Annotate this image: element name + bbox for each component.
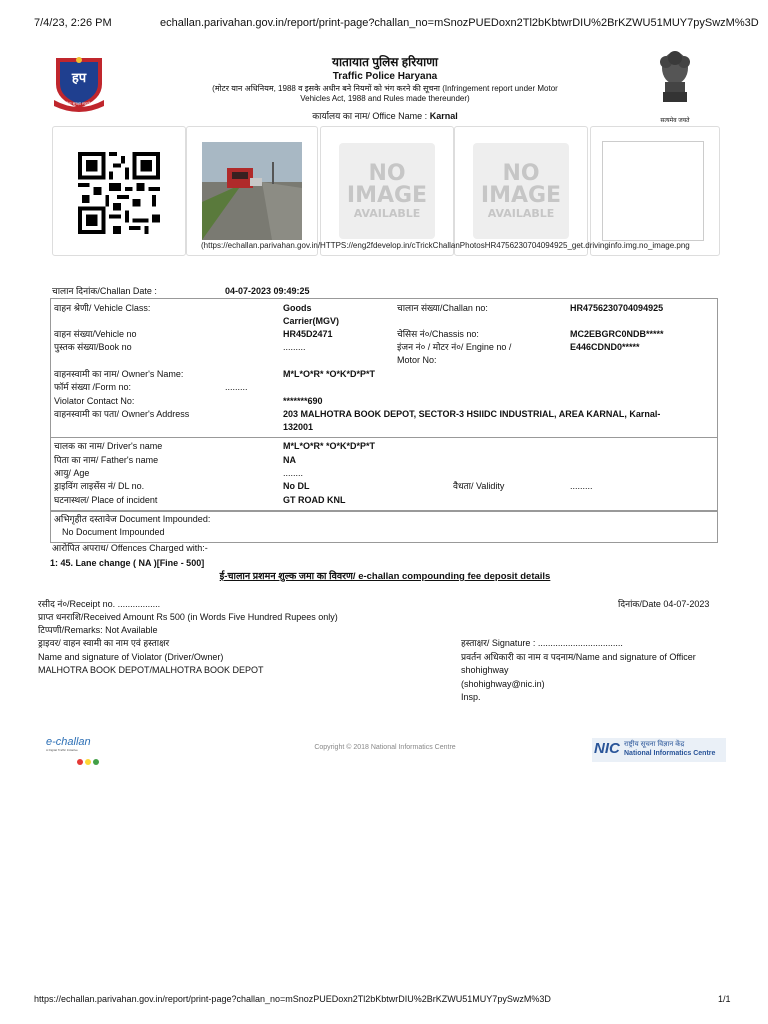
chassis-value: MC2EBGRC0NDB*****	[570, 329, 664, 339]
no-image-tile-1	[320, 126, 454, 256]
print-url: echallan.parivahan.gov.in/report/print-page?challan_no=mSnozPUEDoxn2Tl2bKbtwrDIU%2BrKZWU51MUY7pySwzM%3D	[160, 17, 759, 29]
title-english: Traffic Police Haryana	[332, 71, 438, 82]
echallan-tagline: A Digital Traffic Initiative	[46, 748, 78, 752]
no-image-tile-2	[454, 126, 588, 256]
offences-label: आरोपित अपराध/ Offences Charged with:-	[52, 543, 208, 553]
received-amount: प्राप्त धनराशि/Received Amount Rs 500 (in Words Five Hundred Rupees only)	[38, 612, 338, 622]
age-label: आयु/ Age	[54, 468, 90, 478]
logo-motto: सेवा सुरक्षा सहयोग	[65, 101, 93, 106]
driver-name-label: चालक का नाम/ Driver's name	[54, 441, 163, 451]
emblem-motto: सत्यमेव जयते	[660, 118, 690, 124]
vehicle-no-value: HR45D2471	[283, 329, 333, 339]
violator-signature-label: Name and signature of Violator (Driver/Owner)	[38, 652, 224, 662]
haryana-police-logo	[48, 54, 110, 112]
officer-name: shohighway	[461, 665, 509, 675]
nic-english: National Informatics Centre	[624, 750, 716, 757]
form-no-value: .........	[225, 382, 248, 392]
engine-label-2: Motor No:	[397, 355, 437, 365]
echallan-logo-text: e-challan	[46, 736, 91, 748]
validity-value: .........	[570, 481, 593, 491]
engine-value: E446CDND0*****	[570, 342, 640, 352]
form-no-label: फॉर्म संख्या /Form no:	[54, 382, 132, 392]
logo-text: हप	[71, 70, 87, 85]
book-no-label: पुस्तक संख्या/Book no	[54, 342, 132, 352]
vehicle-class-value-1: Goods	[283, 303, 312, 313]
officer-email: (shohighway@nic.in)	[461, 679, 545, 689]
no-image-placeholder: NO IMAGE AVAILABLE	[473, 143, 569, 239]
engine-label: इंजन नं० / मोटर नं०/ Engine no /	[397, 342, 512, 352]
print-footer-url: https://echallan.parivahan.gov.in/report/print-page?challan_no=mSnozPUEDoxn2Tl2bKbtwrDIU%2BrKZWU51MUY7pySwzM%3D	[34, 994, 551, 1004]
validity-label: वैधता/ Validity	[453, 481, 505, 491]
challan-no-label: चालान संख्या/Challan no:	[397, 303, 488, 313]
vehicle-photo-tile	[186, 126, 318, 256]
title-subtitle-2: Vehicles Act, 1988 and Rules made thereunder)	[300, 94, 470, 103]
image-captions: (https://echallan.parivahan.gov.in/HTTPS://eng2fdevelop.in/cTrickChallanPhotosHR4756230704094925_get.drivinginfo.img.no_image.png	[201, 241, 690, 250]
age-value: ........	[283, 468, 304, 478]
office-name: कार्यालय का नाम/ Office Name : Karnal	[312, 111, 458, 121]
challan-date-value: 04-07-2023 09:49:25	[225, 286, 310, 296]
deposit-date: दिनांक/Date 04-07-2023	[618, 599, 710, 609]
father-name-value: NA	[283, 455, 296, 465]
vehicle-class-label: वाहन श्रेणी/ Vehicle Class:	[54, 303, 151, 313]
title-hindi: यातायात पुलिस हरियाणा	[331, 55, 438, 69]
place-value: GT ROAD KNL	[283, 495, 346, 505]
remarks: टिप्पणी/Remarks: Not Available	[38, 625, 158, 635]
place-label: घटनास्थल/ Place of incident	[54, 495, 158, 505]
print-timestamp: 7/4/23, 2:26 PM	[34, 17, 112, 29]
father-name-label: पिता का नाम/ Father's name	[54, 455, 159, 465]
qr-code-tile	[52, 126, 186, 256]
echallan-logo	[46, 736, 116, 768]
challan-no-value: HR4756230704094925	[570, 303, 664, 313]
owner-name-label: वाहनस्वामी का नाम/ Owner's Name:	[54, 369, 184, 379]
no-image-placeholder: NO IMAGE AVAILABLE	[339, 143, 435, 239]
vehicle-photo	[202, 142, 302, 240]
deposit-heading: ई-चालान प्रशमन शुल्क जमा का विवरण/ e-challan compounding fee deposit details	[219, 571, 551, 582]
dl-value: No DL	[283, 481, 310, 491]
contact-label: Violator Contact No:	[54, 396, 135, 406]
address-value-1: 203 MALHOTRA BOOK DEPOT, SECTOR-3 HSIIDC INDUSTRIAL, AREA KARNAL, Karnal-	[283, 409, 661, 419]
impounded-value: No Document Impounded	[62, 527, 165, 537]
challan-date-label: चालान दिनांक/Challan Date :	[52, 286, 157, 296]
office-value: Karnal	[429, 111, 458, 121]
vehicle-no-label: वाहन संख्या/Vehicle no	[54, 329, 137, 339]
impounded-label: अभिगृहीत दस्तावेज Document Impounded:	[54, 514, 211, 524]
broken-image-icon	[602, 141, 704, 241]
print-page-number: 1/1	[718, 994, 731, 1004]
broken-image-tile	[590, 126, 720, 256]
signature-line: हस्ताक्षर/ Signature : ..................................	[461, 638, 623, 648]
national-emblem	[650, 46, 700, 126]
contact-value: *******690	[283, 396, 323, 406]
address-label: वाहनस्वामी का पता/ Owner's Address	[54, 409, 190, 419]
offence-item: 1: 45. Lane change ( NA )[Fine - 500]	[50, 558, 205, 568]
address-value-2: 132001	[283, 422, 314, 432]
dl-label: ड्राइविंग लाइसेंस नं/ DL no.	[54, 481, 145, 491]
violator-name: MALHOTRA BOOK DEPOT/MALHOTRA BOOK DEPOT	[38, 665, 264, 675]
chassis-label: चेसिस नं०/Chassis no:	[397, 329, 479, 339]
book-no-value: .........	[283, 342, 306, 352]
nic-abbr: NIC	[594, 740, 620, 757]
title-subtitle: (मोटर यान अधिनियम, 1988 व इसके अधीन बने नियमों को भंग करने की सूचना (Infringement report under Motor	[212, 84, 558, 93]
owner-name-value: M*L*O*R* *O*K*D*P*T	[283, 369, 376, 379]
officer-label: प्रवर्तन अधिकारी का नाम व पदनाम/Name and signature of Officer	[461, 652, 696, 662]
qr-code	[78, 152, 160, 234]
officer-rank: Insp.	[461, 692, 481, 702]
receipt-no: रसीद नं०/Receipt no. .................	[38, 599, 161, 609]
violator-signature-hindi: ड्राइवर/ वाहन स्वामी का नाम एवं हस्ताक्षर	[38, 638, 170, 648]
copyright: Copyright © 2018 National Informatics Centre	[314, 744, 456, 751]
nic-logo	[592, 738, 726, 762]
driver-name-value: M*L*O*R* *O*K*D*P*T	[283, 441, 376, 451]
vehicle-class-value-2: Carrier(MGV)	[283, 316, 340, 326]
nic-hindi: राष्ट्रीय सूचना विज्ञान केंद्र	[624, 741, 685, 748]
